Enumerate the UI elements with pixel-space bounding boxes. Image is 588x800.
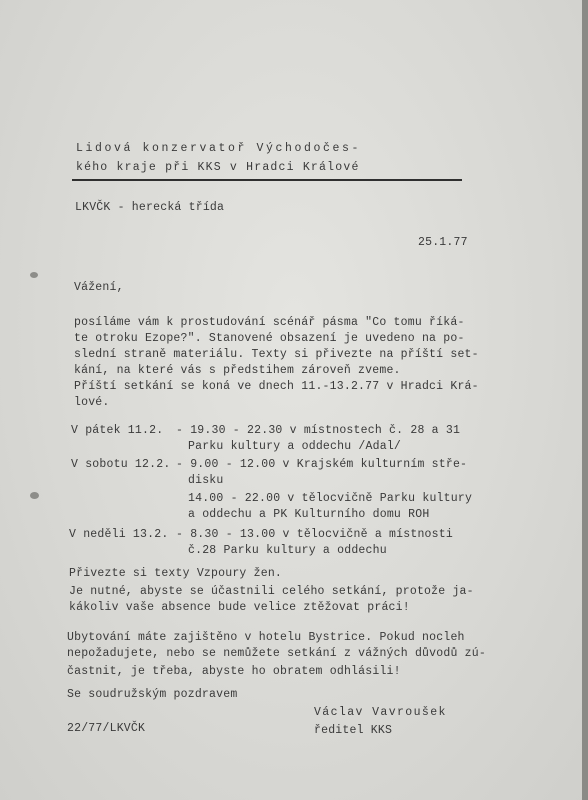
intro-line: slední straně materiálu. Texty si přivezte na příští set- — [74, 348, 479, 361]
schedule-line: - 9.00 - 12.00 v Krajském kulturním stře- — [176, 458, 468, 471]
schedule-line: - 19.30 - 22.30 v místnostech č. 28 a 31 — [176, 424, 461, 437]
intro-line: lové. — [74, 396, 110, 409]
signatory-title: ředitel KKS — [314, 724, 393, 737]
intro-line: kání, na které vás s předstihem zároveň zveme. — [74, 364, 401, 377]
letter-date: 25.1.77 — [418, 236, 468, 249]
schedule-day-sunday: V neděli 13.2. — [69, 528, 169, 541]
intro-line: te otroku Ezope?". Stanovené obsazení je uvedeno na po- — [74, 332, 465, 345]
texts-note-line: Přivezte si texty Vzpoury žen. — [69, 567, 283, 580]
header-line-2: kého kraje při KKS v Hradci Králové — [76, 161, 360, 174]
schedule-line: Parku kultury a oddechu /Adal/ — [188, 440, 402, 453]
signatory-name: Václav Vavroušek — [314, 706, 447, 719]
accommodation-line: nepožadujete, nebo se nemůžete setkání z vážných důvodů zú- — [67, 647, 486, 660]
header-underline — [72, 179, 462, 181]
schedule-day-saturday: V sobotu 12.2. — [71, 458, 171, 471]
texts-note-line: Je nutné, abyste se účastnili celého setkání, protože ja- — [69, 585, 474, 598]
schedule-line: a oddechu a PK Kulturního domu ROH — [188, 508, 430, 521]
schedule-line: - 8.30 - 13.00 v tělocvičně a místnosti — [176, 528, 453, 541]
greeting: Vážení, — [74, 281, 124, 294]
accommodation-line: častnit, je třeba, abyste ho obratem odhlásili! — [67, 665, 401, 678]
page-edge — [582, 0, 588, 800]
texts-note-line: kákoliv vaše absence bude velice ztěžovat práci! — [69, 601, 410, 614]
class-label: LKVČK - herecká třída — [75, 201, 225, 214]
reference-number: 22/77/LKVČK — [67, 722, 146, 735]
schedule-line: disku — [188, 474, 224, 487]
intro-line: Příští setkání se koná ve dnech 11.-13.2.77 v Hradci Krá- — [74, 380, 479, 393]
header-line-1: Lidová konzervatoř Východočes- — [76, 142, 362, 155]
closing-salutation: Se soudružským pozdravem — [67, 688, 238, 701]
accommodation-line: Ubytování máte zajištěno v hotelu Bystrice. Pokud nocleh — [67, 631, 465, 644]
schedule-day-friday: V pátek 11.2. — [71, 424, 164, 437]
schedule-line: 14.00 - 22.00 v tělocvičně Parku kultury — [188, 492, 473, 505]
paper-blemish — [30, 272, 38, 278]
schedule-line: č.28 Parku kultury a oddechu — [188, 544, 387, 557]
intro-line: posíláme vám k prostudování scénář pásma "Co tomu říká- — [74, 316, 465, 329]
paper-blemish — [30, 492, 39, 499]
